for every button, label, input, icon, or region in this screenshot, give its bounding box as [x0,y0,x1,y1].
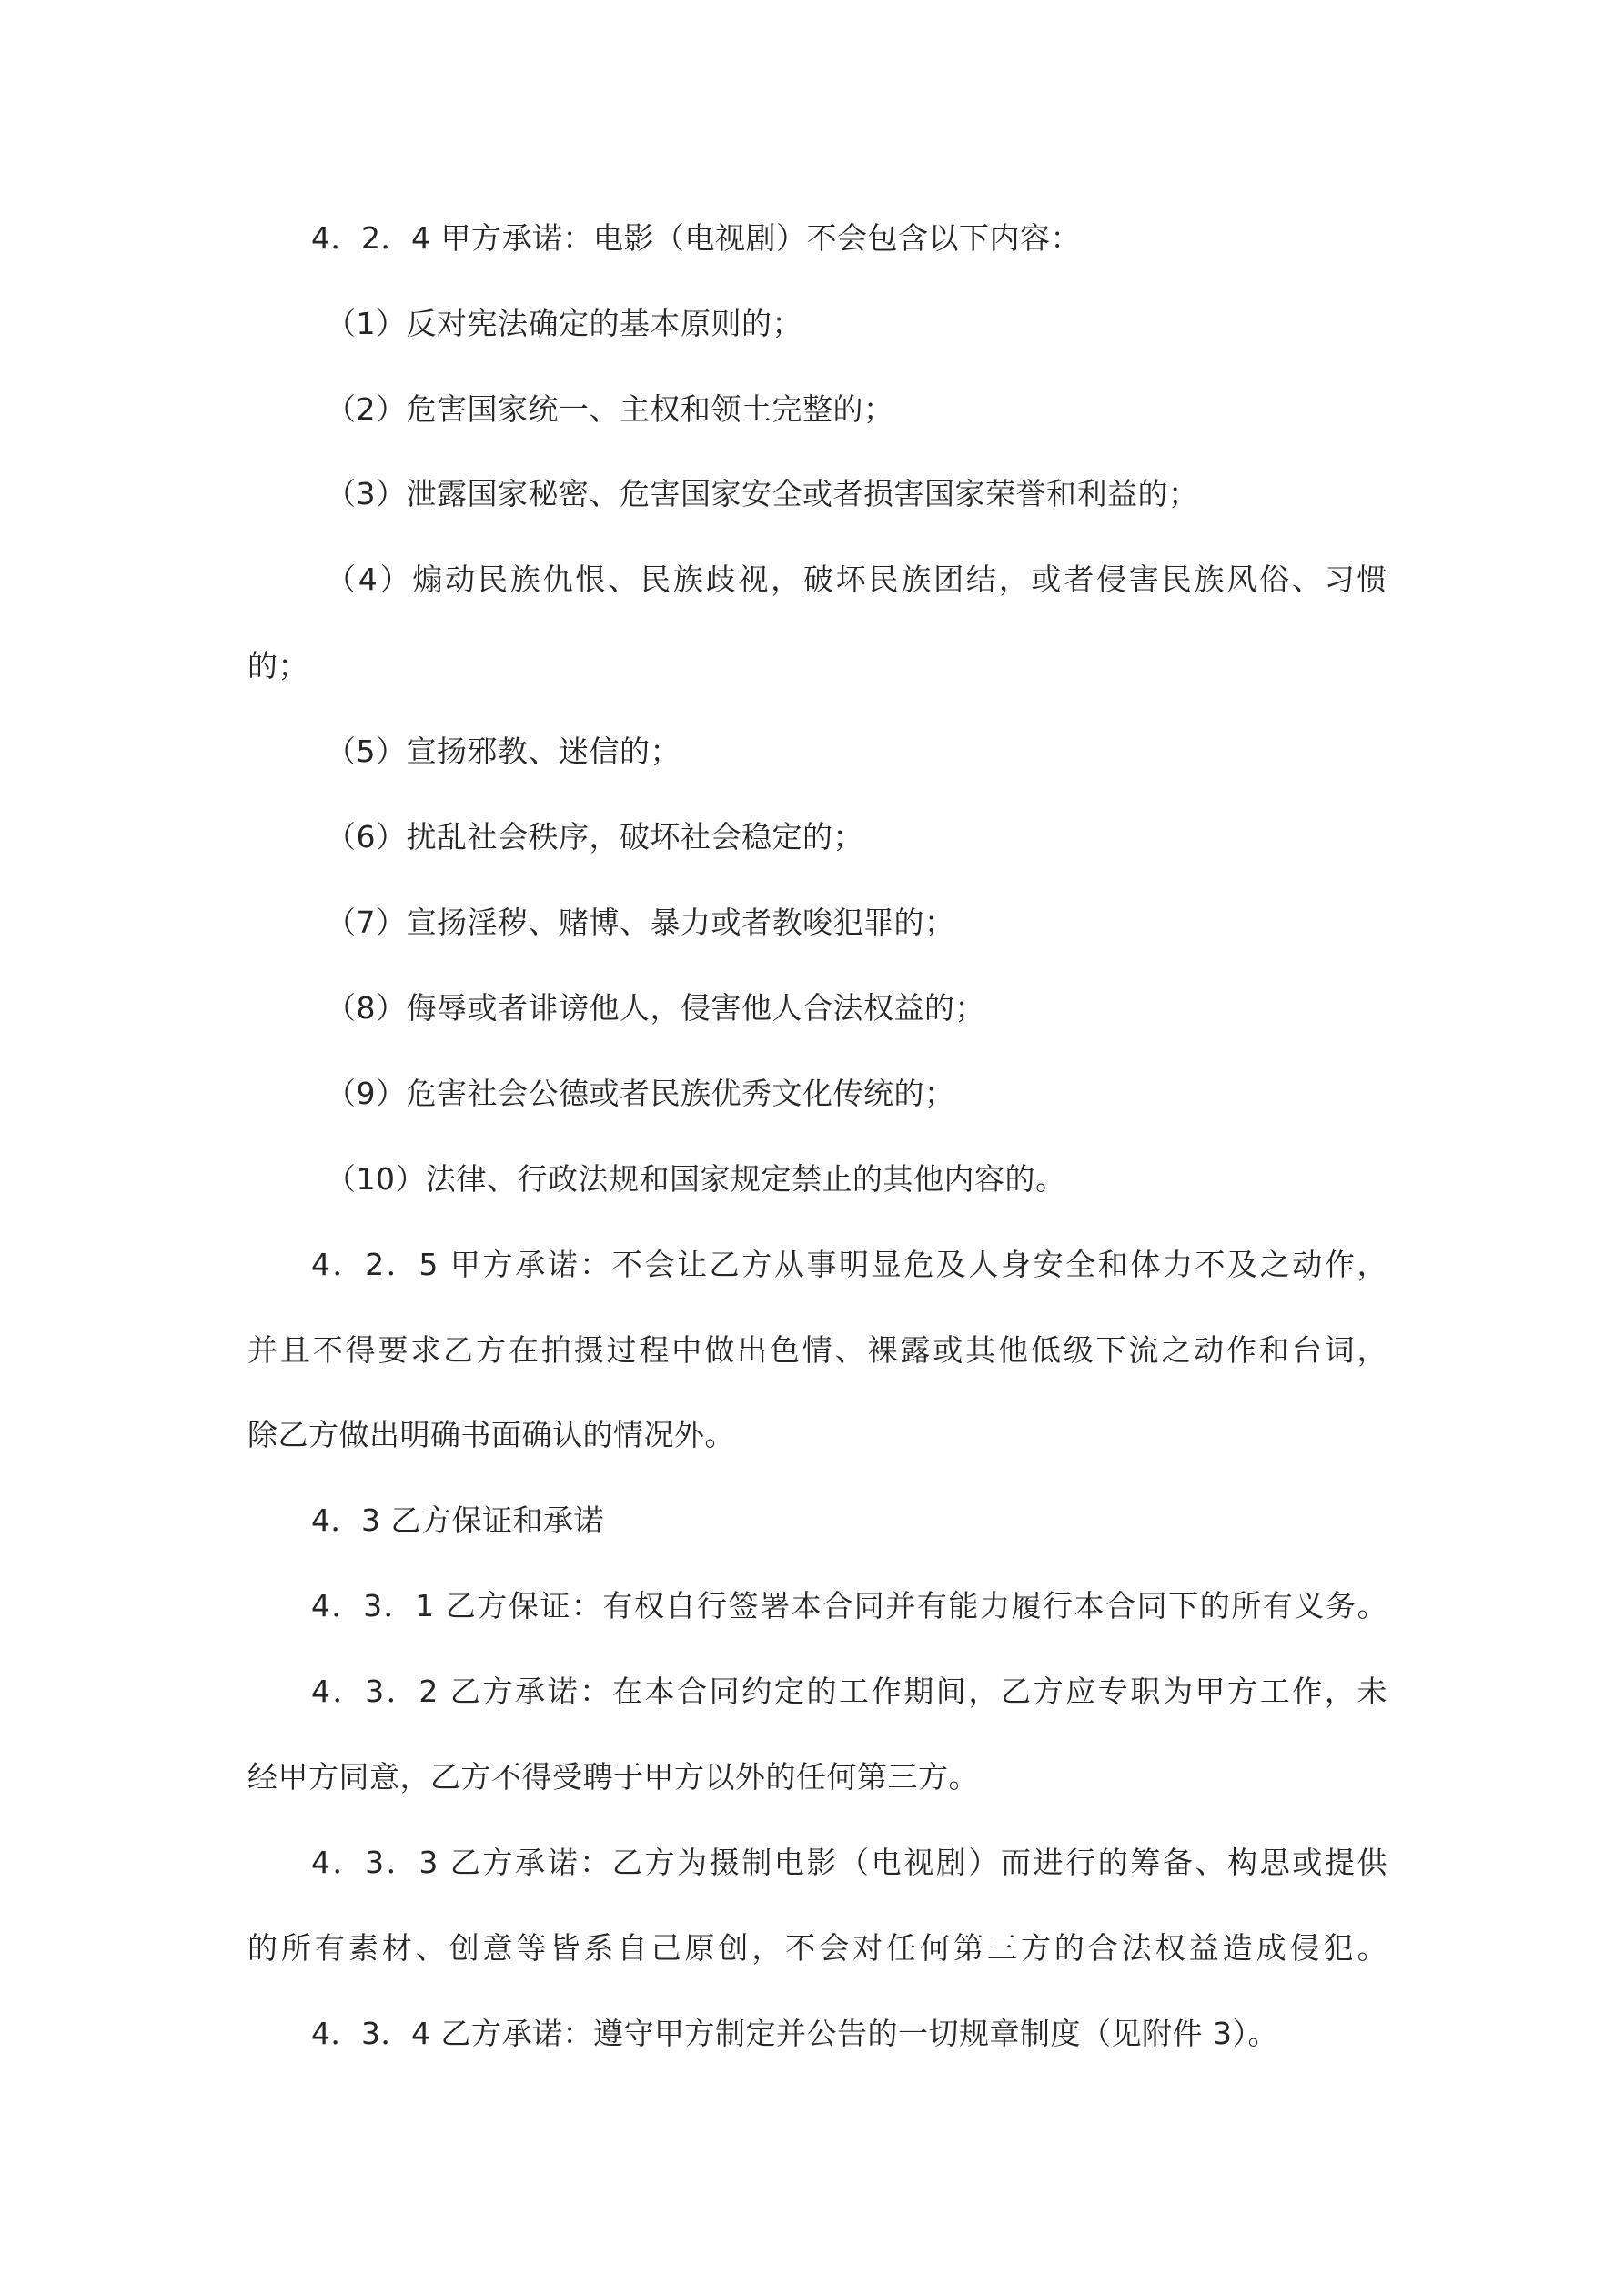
list-item-8: （8）侮辱或者诽谤他人，侵害他人合法权益的； [326,990,985,1026]
list-item-9: （9）危害社会公德或者民族优秀文化传统的； [326,1076,955,1111]
clause-4-3-3-line-2: 的所有素材、创意等皆系自己原创，不会对任何第三方的合法权益造成侵犯。 [247,1930,1387,1966]
list-item-4-line-2: 的； [247,648,308,683]
clause-4-2-5-line-2: 并且不得要求乙方在拍摄过程中做出色情、裸露或其他低级下流之动作和台词， [247,1332,1387,1368]
clause-4-3-2-line-2: 经甲方同意，乙方不得受聘于甲方以外的任何第三方。 [247,1759,979,1795]
list-item-6: （6）扰乱社会秩序，破坏社会稳定的； [326,819,863,855]
list-item-5: （5）宣扬邪教、迷信的； [326,733,681,769]
clause-4-3-4: 4．3．4 乙方承诺：遵守甲方制定并公告的一切规章制度（见附件 3）。 [311,2016,1278,2051]
clause-4-2-5-line-1: 4．2．5 甲方承诺：不会让乙方从事明显危及人身安全和体力不及之动作， [311,1247,1387,1282]
clause-4-2-5-line-3: 除乙方做出明确书面确认的情况外。 [247,1417,735,1452]
clause-4-3-2-line-1: 4．3．2 乙方承诺：在本合同约定的工作期间，乙方应专职为甲方工作，未 [311,1674,1387,1709]
clause-4-2-4-heading: 4．2．4 甲方承诺：电影（电视剧）不会包含以下内容： [311,220,1081,256]
list-item-4-line-1: （4）煽动民族仇恨、民族歧视，破坏民族团结，或者侵害民族风俗、习惯 [326,561,1387,597]
list-item-3: （3）泄露国家秘密、危害国家安全或者损害国家荣誉和利益的； [326,476,1199,511]
clause-4-3-1: 4．3．1 乙方保证：有权自行签署本合同并有能力履行本合同下的所有义务。 [311,1588,1387,1623]
list-item-7: （7）宣扬淫秽、赌博、暴力或者教唆犯罪的； [326,905,955,940]
list-item-2: （2）危害国家统一、主权和领土完整的； [326,391,894,427]
section-4-3-heading: 4．3 乙方保证和承诺 [311,1502,604,1538]
clause-4-3-3-line-1: 4．3．3 乙方承诺：乙方为摄制电影（电视剧）而进行的筹备、构思或提供 [311,1845,1387,1880]
list-item-10: （10）法律、行政法规和国家规定禁止的其他内容的。 [326,1161,1066,1197]
list-item-1: （1）反对宪法确定的基本原则的； [326,306,802,341]
